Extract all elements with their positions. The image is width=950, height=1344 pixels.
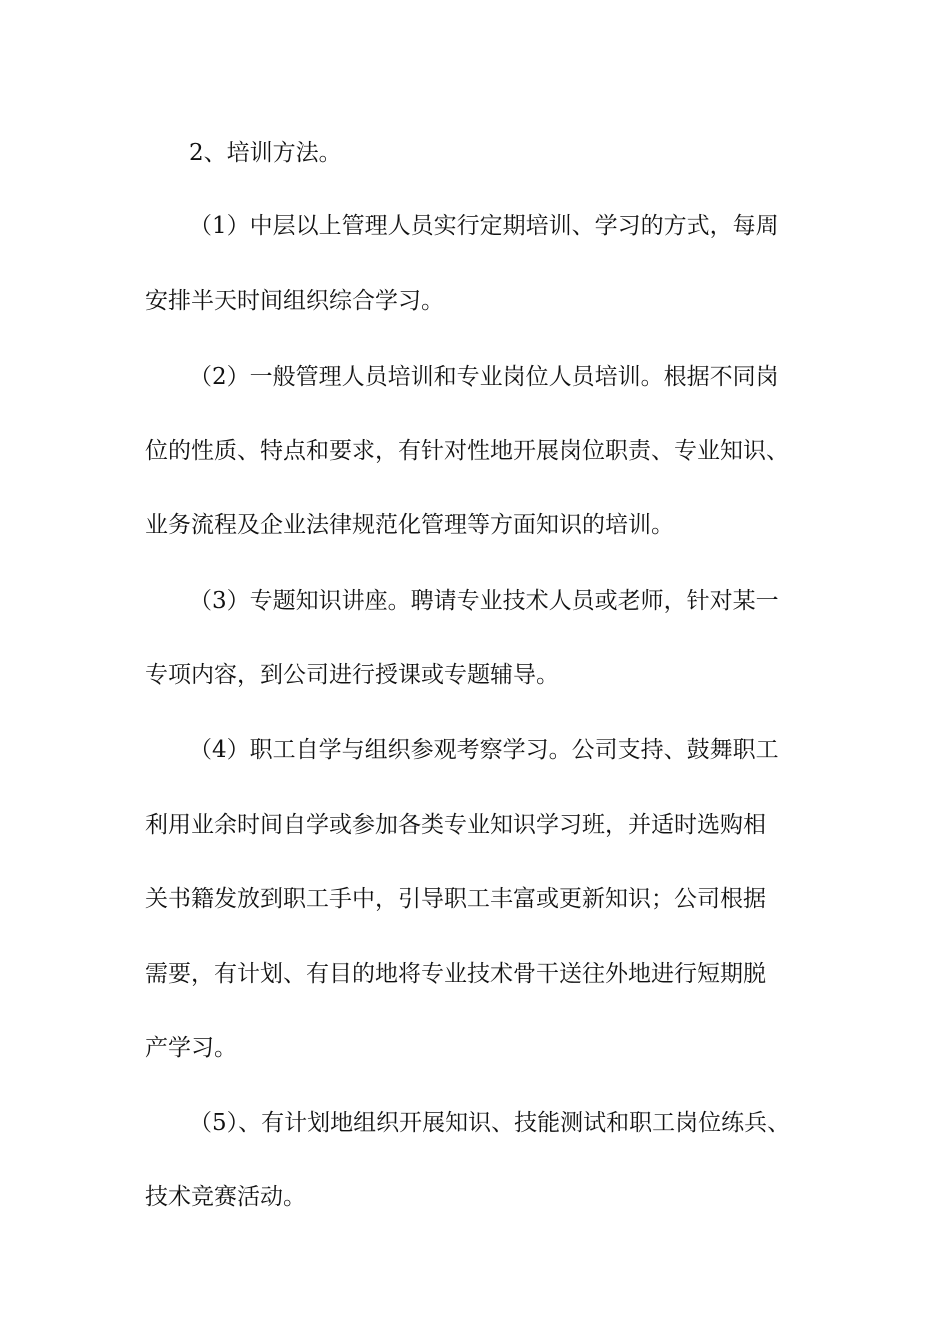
paragraph-4-line-2: 利用业余时间自学或参加各类专业知识学习班，并适时选购相 <box>145 812 766 838</box>
paragraph-2-line-2: 位的性质、特点和要求，有针对性地开展岗位职责、专业知识、 <box>145 438 789 464</box>
paragraph-2-line-1: （2）一般管理人员培训和专业岗位人员培训。根据不同岗 <box>189 364 779 390</box>
paragraph-1-line-1: （1）中层以上管理人员实行定期培训、学习的方式，每周 <box>189 213 779 239</box>
paragraph-1-line-2: 安排半天时间组织综合学习。 <box>145 288 444 314</box>
paragraph-3-line-1: （3）专题知识讲座。聘请专业技术人员或老师，针对某一 <box>189 588 779 614</box>
paragraph-4-line-5: 产学习。 <box>145 1035 237 1061</box>
paragraph-4-line-3: 关书籍发放到职工手中，引导职工丰富或更新知识；公司根据 <box>145 886 766 912</box>
section-heading: 2、培训方法。 <box>189 140 342 166</box>
paragraph-2-line-3: 业务流程及企业法律规范化管理等方面知识的培训。 <box>145 512 674 538</box>
paragraph-3-line-2: 专项内容，到公司进行授课或专题辅导。 <box>145 662 559 688</box>
paragraph-5-line-2: 技术竞赛活动。 <box>145 1184 306 1210</box>
paragraph-4-line-4: 需要，有计划、有目的地将专业技术骨干送往外地进行短期脱 <box>145 961 766 987</box>
paragraph-4-line-1: （4）职工自学与组织参观考察学习。公司支持、鼓舞职工 <box>189 737 779 763</box>
paragraph-5-line-1: （5）、有计划地组织开展知识、技能测试和职工岗位练兵、 <box>189 1110 791 1136</box>
